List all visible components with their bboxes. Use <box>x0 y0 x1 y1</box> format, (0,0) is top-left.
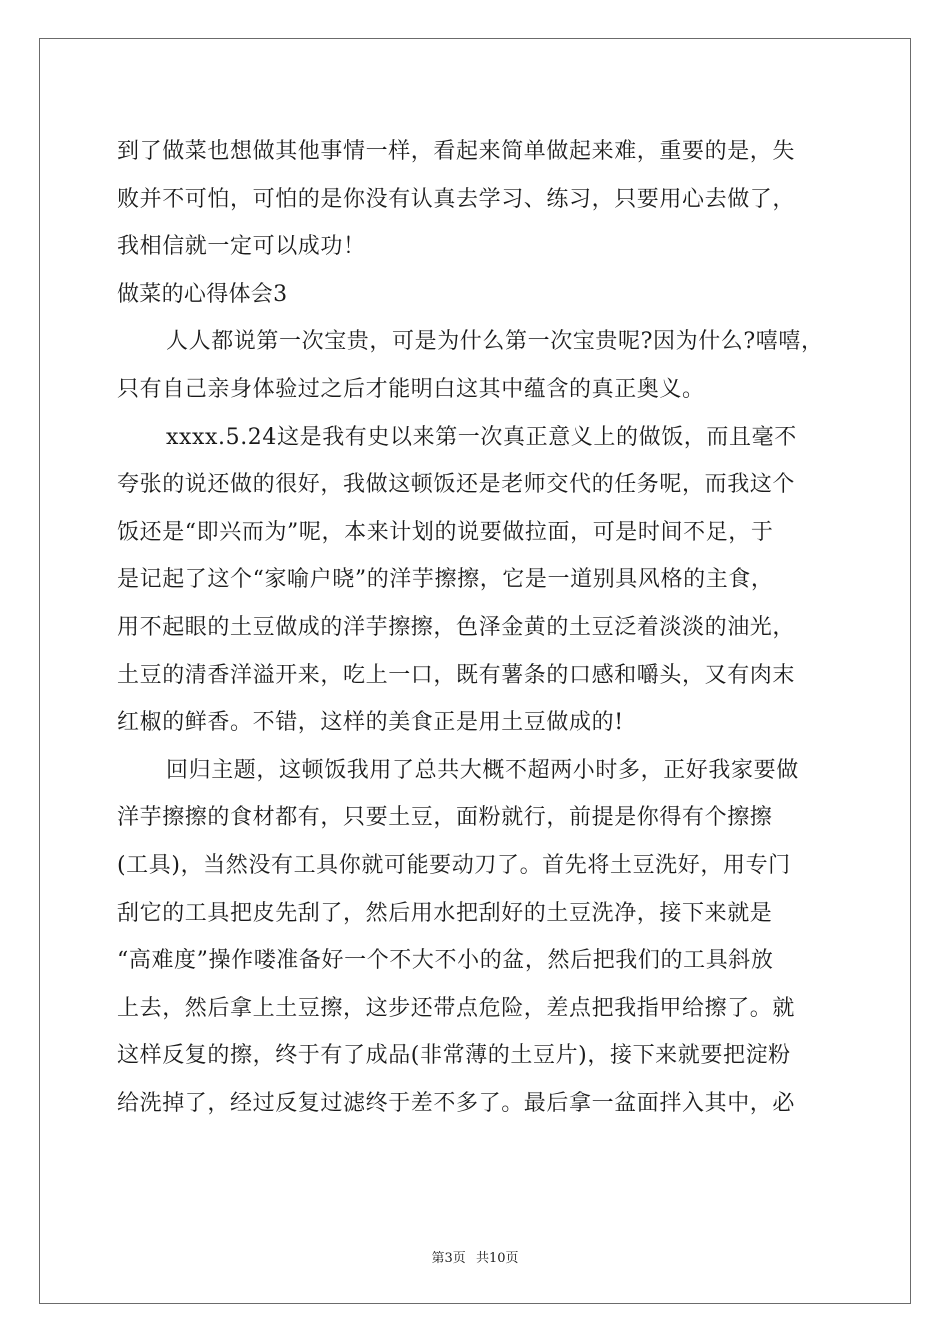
text-line: 给洗掉了，经过反复过滤终于差不多了。最后拿一盆面拌入其中，必 <box>117 1090 796 1116</box>
page-footer <box>0 1247 950 1266</box>
document-body <box>117 128 837 1127</box>
text-line: 这样反复的擦，终于有了成品(非常薄的土豆片)，接下来就要把淀粉 <box>117 1043 791 1069</box>
text-line: 红椒的鲜香。不错，这样的美食正是用土豆做成的! <box>117 710 624 736</box>
text-line: (工具)，当然没有工具你就可能要动刀了。首先将土豆洗好，用专门 <box>117 852 791 878</box>
page-number: 第3页 <box>431 1251 466 1266</box>
text-line: 上去，然后拿上土豆擦，这步还带点危险，差点把我指甲给擦了。就 <box>117 995 796 1021</box>
text-line: 人人都说第一次宝贵，可是为什么第一次宝贵呢?因为什么?嘻嘻， <box>166 329 824 355</box>
text-line: 用不起眼的土豆做成的洋芋擦擦，色泽金黄的土豆泛着淡淡的油光， <box>117 614 796 640</box>
page-total: 共10页 <box>475 1251 519 1266</box>
text-line: 夸张的说还做的很好，我做这顿饭还是老师交代的任务呢，而我这个 <box>117 472 796 498</box>
text-line: 到了做菜也想做其他事情一样，看起来简单做起来难，重要的是，失 <box>117 139 796 164</box>
text-line: 败并不可怕，可怕的是你没有认真去学习、练习，只要用心去做了， <box>117 186 796 212</box>
text-line: 是记起了这个“家喻户晓”的洋芋擦擦，它是一道别具风格的主食， <box>117 567 774 593</box>
section-heading: 做菜的心得体会3 <box>117 281 288 307</box>
text-line: 饭还是“即兴而为”呢，本来计划的说要做拉面，可是时间不足，于 <box>117 519 774 545</box>
text-line: 刮它的工具把皮先刮了，然后用水把刮好的土豆洗净，接下来就是 <box>117 900 773 926</box>
text-line: 回归主题，这顿饭我用了总共大概不超两小时多，正好我家要做 <box>166 757 799 783</box>
text-line: “高难度”操作喽准备好一个不大不小的盆，然后把我们的工具斜放 <box>117 948 774 974</box>
text-line: 洋芋擦擦的食材都有，只要土豆，面粉就行，前提是你得有个擦擦 <box>117 805 773 831</box>
text-line: xxxx.5.24这是我有史以来第一次真正意义上的做饭，而且毫不 <box>166 424 797 450</box>
text-line: 我相信就一定可以成功！ <box>117 234 366 260</box>
text-line: 只有自己亲身体验过之后才能明白这其中蕴含的真正奥义。 <box>117 376 705 402</box>
text-line: 土豆的清香洋溢开来，吃上一口，既有薯条的口感和嚼头，又有肉末 <box>117 662 796 688</box>
